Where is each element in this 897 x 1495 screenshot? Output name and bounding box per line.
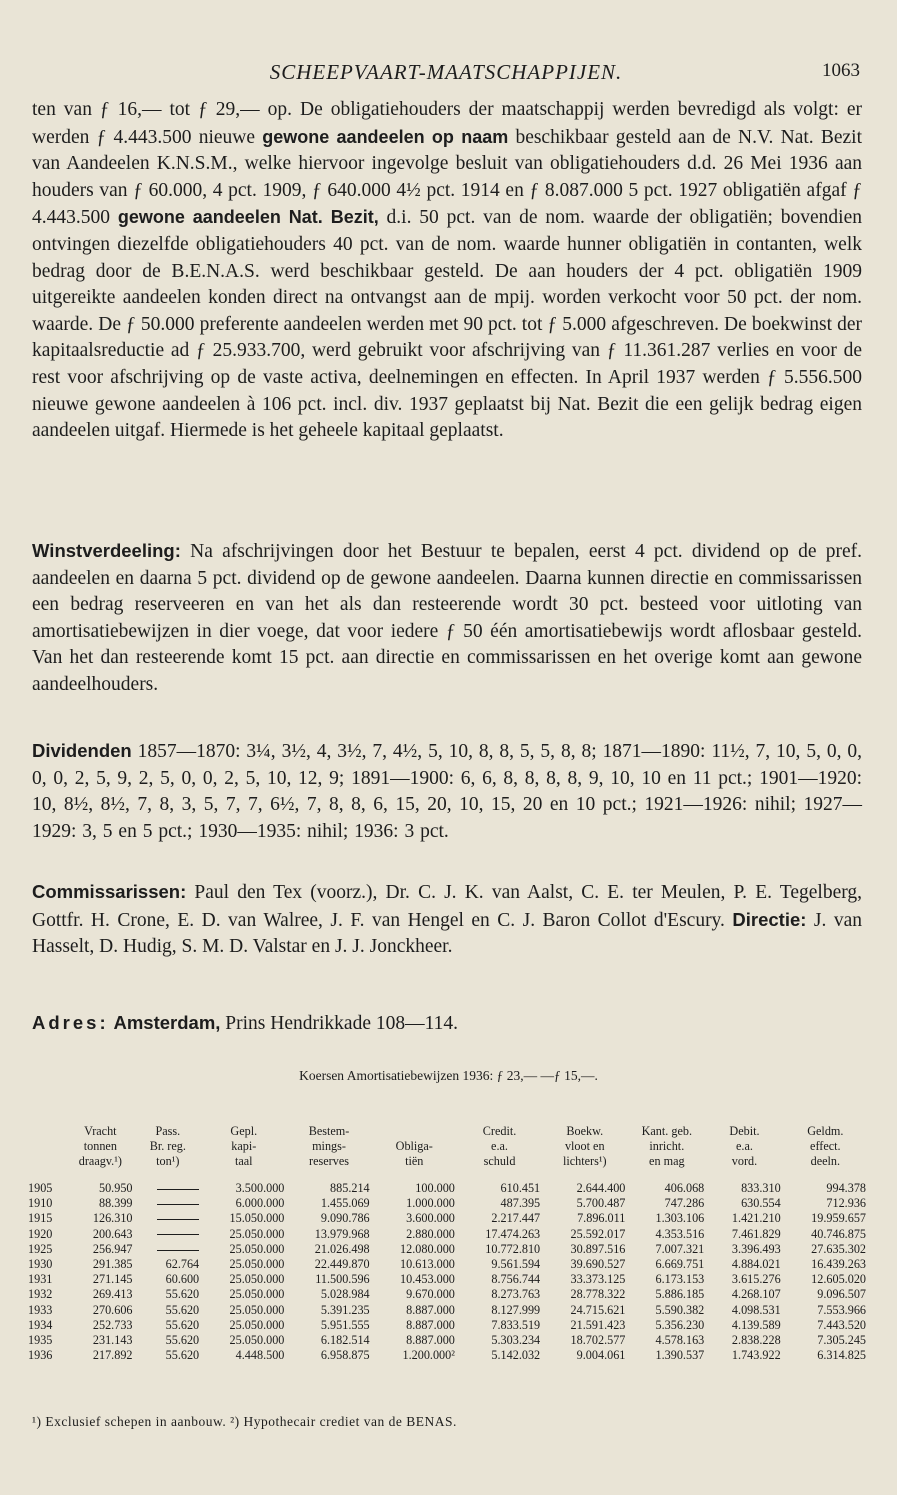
year-cell: 1920	[28, 1226, 53, 1241]
table-cell: 15.050.000	[229, 1211, 285, 1226]
table-cell	[135, 1227, 202, 1242]
capital-text-e: d.i. 50 pct. van de nom. waarde der obligatiën; bovendien ontvingen diezelfde obligatiehouders 40 pct. van de nom. waarde hunner obligatiën in contanten, welk bedrag door de B.E.N.A.S. werd beschikbaar gesteld. De aan houders der 4 pct. obligatiën 1909 uitgereikte aandeelen konden direct na ontvangst aan de mpij. worden verkocht voor 50 pct. der nom. waarde. De ƒ 50.000 preferente aandeelen werden met 90 pct. tot ƒ 5.000 afgeschreven. De boekwinst der kapitaalsreductie ad ƒ 25.933.700, werd gebruikt voor afschrijving van ƒ 11.361.287 verlies en voor de rest voor afschrijving op de vaste activa, deelnemingen en effecten. In April 1937 werden ƒ 5.556.500 nieuwe gewone aandeelen à 106 pct. incl. div. 1937 geplaatst bij Nat. Bezit die een gelijk bedrag eigen aandeelen uitgaf. Hiermede is het geheele kapitaal geplaatst.	[32, 207, 862, 442]
column-header: tiën	[405, 1154, 424, 1168]
year-cell: 1935	[28, 1333, 53, 1348]
table-cell: 7.305.245	[817, 1333, 866, 1348]
table-cell: 55.620	[165, 1333, 200, 1348]
table-cell: 2.838.228	[731, 1333, 781, 1348]
column-header	[28, 1154, 66, 1181]
table-cell: 50.950	[98, 1181, 133, 1195]
year-cell: 1915	[28, 1211, 53, 1226]
adres-label: Adres:	[32, 1012, 109, 1033]
table-cell: 9.090.786	[320, 1211, 370, 1226]
table-cell: 231.143	[92, 1333, 133, 1348]
column-header: taal	[234, 1154, 253, 1168]
table-cell	[135, 1242, 202, 1257]
table-cell: 217.892	[92, 1348, 133, 1363]
year-cell: 1905	[28, 1181, 53, 1195]
table-cell: 747.286	[664, 1196, 705, 1211]
column-header: Br. reg.	[149, 1139, 186, 1153]
table-cell: 1.455.069	[320, 1196, 370, 1211]
column-header: Boekw.	[566, 1124, 604, 1138]
column-header: e.a.	[736, 1139, 753, 1153]
column-header	[28, 1124, 66, 1139]
column-header: inricht.	[649, 1139, 685, 1153]
capital-text-bold-1: gewone aandeelen op naam	[262, 126, 509, 147]
page-header	[32, 60, 860, 90]
table-row	[28, 1211, 868, 1226]
table-cell: 1.000.000	[406, 1196, 455, 1211]
column-header: schuld	[483, 1154, 516, 1168]
adres-paragraph	[32, 1010, 862, 1038]
table-row	[28, 1303, 868, 1318]
adres-street: Prins Hendrikkade 108—114.	[220, 1013, 459, 1034]
table-cell: 3.600.000	[406, 1211, 455, 1226]
table-cell: 5.886.185	[655, 1287, 705, 1302]
table-header	[28, 1124, 868, 1181]
table-cell: 2.644.400	[576, 1181, 626, 1195]
winstverdeeling-text: Na afschrijvingen door het Bestuur te bepalen, eerst 4 pct. dividend op de pref. aandeelen en daarna 5 pct. dividend op de gewone aandeelen. Daarna kunnen directie en commissarissen een bedrag reserveeren en van het als dan resteerende wordt 30 pct. besteed voor uitloting van amortisatiebewijzen in dier voege, dat voor iedere ƒ 50 één amortisatiebewijs wordt aflosbaar gesteld. Van het dan resteerende komt 15 pct. aan directie en commissarissen en het overige komt aan gewone aandeelhouders.	[32, 541, 862, 695]
table-row	[28, 1272, 868, 1287]
column-header: reserves	[309, 1154, 349, 1168]
table-cell: 126.310	[92, 1211, 133, 1226]
year-cell: 1931	[28, 1272, 53, 1287]
table-cell: 21.026.498	[314, 1241, 370, 1256]
table-cell: 12.080.000	[400, 1241, 455, 1256]
table-cell: 55.620	[165, 1317, 200, 1332]
table-cell: 25.050.000	[229, 1287, 285, 1302]
winstverdeeling-paragraph	[32, 538, 862, 699]
table-cell: 7.896.011	[577, 1211, 626, 1226]
table-cell: 6.000.000	[235, 1196, 285, 1211]
table-cell: 3.396.493	[731, 1241, 781, 1256]
year-cell: 1934	[28, 1317, 53, 1332]
table-cell: 6.669.751	[655, 1257, 705, 1272]
table-cell: 5.700.487	[576, 1196, 626, 1211]
column-header: vord.	[731, 1154, 758, 1168]
table-cell: 18.702.577	[570, 1333, 626, 1348]
column-header: en mag	[649, 1154, 685, 1168]
year-cell: 1910	[28, 1196, 53, 1211]
commissarissen-label: Commissarissen:	[32, 881, 187, 902]
table-cell: 8.127.999	[491, 1302, 541, 1317]
dividenden-label: Dividenden	[32, 740, 132, 761]
capital-text-a: ten van ƒ 16,— tot ƒ 29,— op. De obligatiehouders der maatschappij werden bevredigd als volgt: er werden ƒ 4.443.500 nieuwe	[32, 99, 862, 148]
table-cell: 630.554	[741, 1196, 781, 1211]
column-header: Pass.	[155, 1124, 181, 1138]
table-cell: 8.887.000	[406, 1317, 455, 1332]
empty-dash	[157, 1189, 199, 1190]
table-cell: 4.098.531	[731, 1302, 781, 1317]
directie-label: Directie:	[732, 908, 807, 930]
table-cell: 2.880.000	[406, 1226, 455, 1241]
table-cell: 28.778.322	[570, 1287, 626, 1302]
winstverdeeling-label: Winstverdeeling:	[32, 540, 181, 561]
table-cell: 487.395	[500, 1196, 541, 1211]
table-cell: 9.561.594	[491, 1257, 541, 1272]
year-cell: 1933	[28, 1302, 53, 1317]
header-row	[28, 1124, 868, 1139]
table-cell: 8.756.744	[491, 1272, 541, 1287]
commissarissen-text: Paul den Tex (voorz.), Dr. C. J. K. van Aalst, C. E. ter Meulen, P. E. Tegelberg, Gottfr. H. Crone, E. D. van Walree, J. F. van Hengel en C. J. Baron Collot d'Escury.	[32, 882, 862, 931]
year-cell: 1925	[28, 1241, 53, 1256]
page-number: 1063	[822, 60, 860, 81]
adres-city: Amsterdam,	[113, 1012, 221, 1033]
table-cell: 25.592.017	[570, 1226, 626, 1241]
table-cell: 100.000	[415, 1181, 455, 1195]
table-cell: 21.591.423	[570, 1317, 626, 1332]
table-cell: 7.553.966	[817, 1302, 866, 1317]
table-cell: 9.096.507	[817, 1287, 866, 1302]
table-cell: 88.399	[98, 1196, 133, 1211]
table-cell: 8.887.000	[406, 1302, 455, 1317]
dividenden-text: 1857—1870: 3¼, 3½, 4, 3½, 7, 4½, 5, 10, 8, 8, 5, 5, 8, 8; 1871—1890: 11½, 7, 10, 5, 0, 0, 0, 0, 2, 5, 9, 2, 5, 0, 0, 2, 5, 10, 12, 9; 1891—1900: 6, 6, 8, 8, 8, 8, 9, 10, 10 en 11 pct.; 1901—1920: 10, 8½, 8½, 7, 8, 3, 5, 7, 7, 6½, 7, 8, 8, 6, 15, 20, 10, 15, 20 en 10 pct.; 1921—1926: nihil; 1927—1929: 3, 5 en 5 pct.; 1930—1935: nihil; 1936: 3 pct.	[32, 741, 862, 842]
table-cell: 39.690.527	[570, 1257, 626, 1272]
table-cell: 30.897.516	[570, 1241, 626, 1256]
table-cell: 60.600	[165, 1272, 200, 1287]
table-row	[28, 1181, 868, 1196]
capital-paragraph	[32, 97, 862, 445]
table-cell: 25.050.000	[229, 1241, 285, 1256]
table-cell: 25.050.000	[229, 1257, 285, 1272]
table-cell: 252.733	[92, 1317, 133, 1332]
running-title: SCHEEPVAART-MAATSCHAPPIJEN.	[269, 60, 623, 84]
column-header: Gepl.	[230, 1124, 258, 1138]
table-cell: 291.385	[92, 1257, 133, 1272]
table-cell: 5.303.234	[491, 1333, 541, 1348]
table-cell: 16.439.263	[811, 1257, 866, 1272]
table-row	[28, 1257, 868, 1272]
table-cell: 7.833.519	[491, 1317, 541, 1332]
table-cell: 4.139.589	[731, 1317, 781, 1332]
empty-dash	[157, 1234, 199, 1235]
table-cell: 25.050.000	[229, 1317, 285, 1332]
column-header: mings-	[312, 1139, 346, 1153]
column-header: draagv.¹)	[78, 1154, 122, 1168]
table-cell: 256.947	[92, 1241, 133, 1256]
column-header: tonnen	[83, 1139, 117, 1153]
column-header: Credit.	[482, 1124, 517, 1138]
table-cell: 10.453.000	[400, 1272, 455, 1287]
table-row	[28, 1348, 868, 1363]
commissarissen-paragraph	[32, 879, 862, 961]
column-header	[372, 1124, 457, 1139]
table-row	[28, 1242, 868, 1257]
table-cell: 12.605.020	[811, 1272, 866, 1287]
column-header: lichters¹)	[562, 1154, 607, 1168]
table-cell: 11.500.596	[315, 1272, 370, 1287]
table-cell: 833.310	[741, 1181, 781, 1195]
table-cell: 4.884.021	[731, 1257, 781, 1272]
table-cell: 271.145	[92, 1272, 133, 1287]
column-header: kapi-	[231, 1139, 257, 1153]
column-header: Kant. geb.	[641, 1124, 693, 1138]
table-cell: 19.959.657	[811, 1211, 866, 1226]
table-cell: 7.443.520	[817, 1317, 866, 1332]
table-cell: 2.217.447	[491, 1211, 541, 1226]
table-cell	[135, 1196, 202, 1211]
year-cell: 1936	[28, 1348, 53, 1363]
table-cell: 1.200.000²	[402, 1348, 455, 1363]
table-cell: 4.353.516	[655, 1226, 705, 1241]
table-cell: 22.449.870	[314, 1257, 370, 1272]
table-cell: 5.142.032	[491, 1348, 541, 1363]
table-cell: 4.578.163	[655, 1333, 705, 1348]
table-cell: 3.615.276	[731, 1272, 781, 1287]
table-cell: 55.620	[165, 1348, 200, 1363]
table-cell: 269.413	[92, 1287, 133, 1302]
table-row	[28, 1287, 868, 1302]
table-cell: 5.951.555	[320, 1317, 370, 1332]
table-cell: 1.421.210	[731, 1211, 781, 1226]
year-cell: 1932	[28, 1287, 53, 1302]
table-cell: 1.743.922	[731, 1348, 781, 1363]
column-header: Vracht	[84, 1124, 117, 1138]
empty-dash	[157, 1250, 199, 1251]
table-cell: 25.050.000	[229, 1272, 285, 1287]
table-cell: 17.474.263	[485, 1226, 541, 1241]
table-cell: 55.620	[165, 1287, 200, 1302]
table-cell: 200.643	[92, 1226, 133, 1241]
table-cell: 8.273.763	[491, 1287, 541, 1302]
table-cell: 27.635.302	[811, 1241, 866, 1256]
table-cell: 25.050.000	[229, 1333, 285, 1348]
table-cell: 25.050.000	[229, 1302, 285, 1317]
table-cell: 994.378	[826, 1181, 866, 1195]
table-row	[28, 1333, 868, 1348]
column-header: Bestem-	[308, 1124, 350, 1138]
table-row	[28, 1318, 868, 1333]
column-header: effect.	[810, 1139, 841, 1153]
column-header: Geldm.	[807, 1124, 844, 1138]
header-row	[28, 1139, 868, 1154]
table-cell: 885.214	[330, 1181, 370, 1195]
table-cell: 55.620	[165, 1302, 200, 1317]
table-cell: 712.936	[826, 1196, 866, 1211]
table-cell: 9.004.061	[576, 1348, 626, 1363]
table-cell: 33.373.125	[570, 1272, 626, 1287]
table-row	[28, 1227, 868, 1242]
capital-text-bold-2: gewone aandeelen Nat. Bezit,	[117, 207, 379, 228]
table-cell: 25.050.000	[229, 1226, 285, 1241]
table-cell	[135, 1181, 202, 1196]
table-cell: 10.613.000	[400, 1257, 455, 1272]
table-cell: 8.887.000	[406, 1333, 455, 1348]
column-header: ton¹)	[156, 1154, 180, 1168]
dividenden-paragraph	[32, 738, 862, 845]
table-cell: 1.303.106	[655, 1211, 705, 1226]
year-cell: 1930	[28, 1257, 53, 1272]
table-cell: 9.670.000	[406, 1287, 455, 1302]
table-cell: 5.391.235	[320, 1302, 370, 1317]
table-cell: 406.068	[664, 1181, 705, 1195]
table-cell: 7.461.829	[731, 1226, 781, 1241]
directie-text: J. van Hasselt, D. Hudig, S. M. D. Valstar en J. J. Jonckheer.	[32, 909, 863, 958]
table-cell: 4.448.500	[235, 1348, 285, 1363]
table-cell	[135, 1211, 202, 1226]
table-cell: 6.182.514	[320, 1333, 370, 1348]
table-cell: 5.028.984	[320, 1287, 370, 1302]
table-cell: 5.356.230	[655, 1317, 705, 1332]
empty-dash	[157, 1219, 199, 1220]
table-cell: 10.772.810	[485, 1241, 541, 1256]
koersen-caption: Koersen Amortisatiebewijzen 1936: ƒ 23,— —ƒ 15,—.	[299, 1068, 598, 1083]
column-header: Debit.	[729, 1124, 760, 1138]
table-cell: 13.979.968	[314, 1226, 370, 1241]
column-header	[28, 1139, 66, 1154]
table-cell: 6.958.875	[320, 1348, 370, 1363]
table-cell: 24.715.621	[570, 1302, 626, 1317]
column-header: deeln.	[810, 1154, 841, 1168]
table-cell: 7.007.321	[655, 1241, 705, 1256]
table-cell: 610.451	[500, 1181, 541, 1195]
column-header: Obliga-	[395, 1139, 433, 1153]
header-row	[28, 1154, 868, 1181]
table-cell: 3.500.000	[235, 1181, 285, 1195]
table-cell: 5.590.382	[655, 1302, 705, 1317]
table-cell: 40.746.875	[811, 1226, 866, 1241]
footnote: ¹) Exclusief schepen in aanbouw. ²) Hypothecair crediet van de BENAS.	[32, 1414, 457, 1429]
table-row	[28, 1196, 868, 1211]
table-cell: 6.314.825	[817, 1348, 866, 1363]
table-cell: 270.606	[92, 1302, 133, 1317]
capital-text-c: beschikbaar gesteld aan de N.V. Nat. Bezit van Aandeelen K.N.S.M., welke hiervoor ingevolge besluit van obligatiehouders d.d. 26 Mei 1936 aan houders van ƒ 60.000, 4 pct. 1909, ƒ 640.000 4½ pct. 1914 en ƒ 8.087.000 5 pct. 1927 obligatiën afgaf ƒ 4.443.500	[32, 126, 863, 229]
table-cell: 62.764	[165, 1257, 200, 1272]
table-body	[28, 1181, 868, 1363]
column-header: e.a.	[491, 1139, 508, 1153]
financial-table	[28, 1124, 868, 1363]
empty-dash	[157, 1204, 199, 1205]
table-cell: 6.173.153	[655, 1272, 705, 1287]
column-header: vloot en	[564, 1139, 605, 1153]
table-cell: 1.390.537	[655, 1348, 705, 1363]
table-cell: 4.268.107	[731, 1287, 781, 1302]
